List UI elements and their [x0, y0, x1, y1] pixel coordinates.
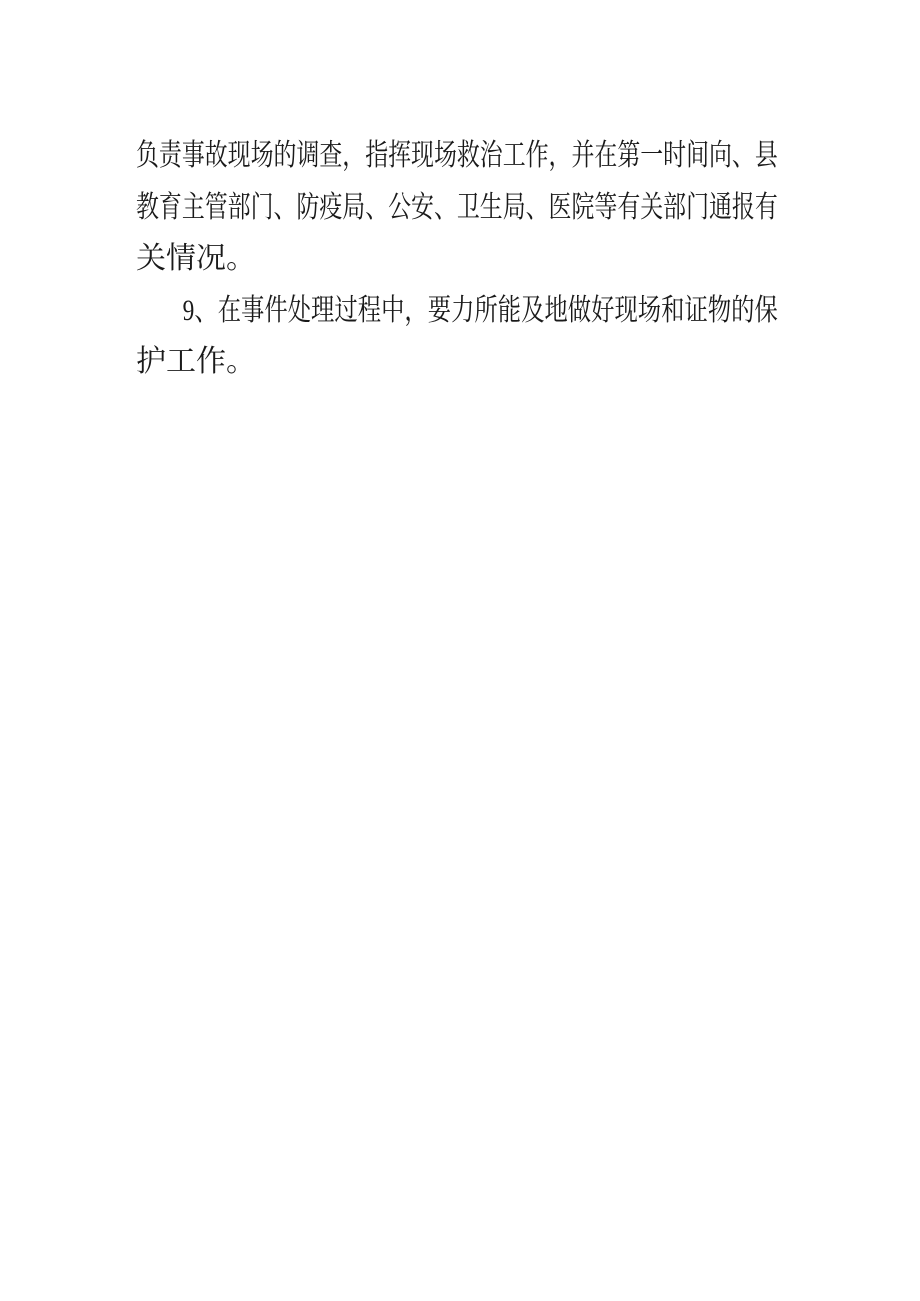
document-text-line: 关情况。 [136, 242, 256, 275]
document-text-line: 负责事故现场的调查，指挥现场救治工作，并在第一时间向、县 [136, 139, 778, 172]
document-text-line: 教育主管部门、防疫局、公安、卫生局、医院等有关部门通报有 [136, 190, 778, 224]
paragraph-1 [136, 130, 778, 285]
document-text-line: 9、在事件处理过程中，要力所能及地做好现场和证物的保 [182, 293, 778, 327]
document-text-block [136, 130, 778, 388]
document-text-line: 护工作。 [136, 345, 256, 378]
paragraph-2 [136, 285, 778, 388]
